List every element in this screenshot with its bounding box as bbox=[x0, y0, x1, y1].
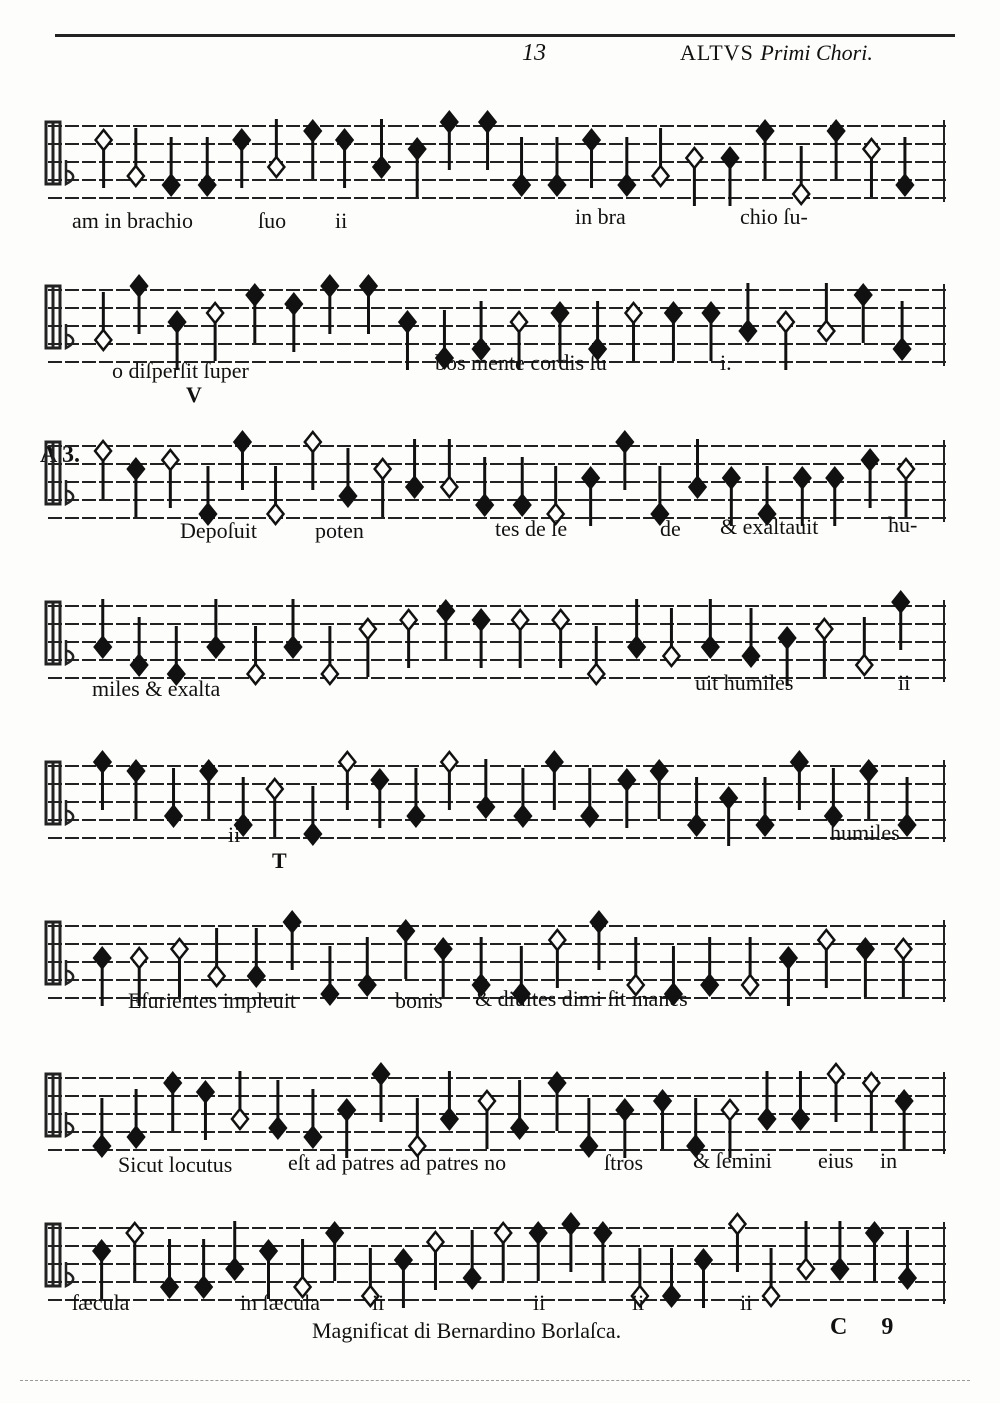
note-head bbox=[327, 1223, 343, 1243]
lyric: ii bbox=[632, 1290, 645, 1315]
lyric: ſuo bbox=[258, 208, 287, 233]
flat-sign bbox=[66, 324, 73, 348]
flat-sign bbox=[66, 480, 73, 504]
note-head bbox=[305, 121, 321, 141]
note-head bbox=[95, 637, 111, 657]
note-head bbox=[473, 610, 489, 630]
note-head bbox=[441, 477, 457, 497]
note-head bbox=[268, 504, 284, 524]
note-head bbox=[863, 139, 879, 159]
note-head bbox=[209, 966, 225, 986]
note-head bbox=[162, 1277, 178, 1297]
lyric: ii bbox=[372, 1290, 385, 1315]
note-head bbox=[757, 815, 773, 835]
lyric: ii bbox=[533, 1290, 546, 1315]
note-head bbox=[131, 276, 147, 296]
note-head bbox=[197, 1082, 213, 1102]
note-head bbox=[408, 806, 424, 826]
note-head bbox=[96, 130, 112, 150]
note-head bbox=[514, 495, 530, 515]
note-head bbox=[818, 321, 834, 341]
note-head bbox=[742, 975, 758, 995]
note-head bbox=[479, 1091, 495, 1111]
note-head bbox=[409, 139, 425, 159]
note-head bbox=[207, 303, 223, 323]
lyric: ſtros bbox=[604, 1150, 644, 1175]
note-head bbox=[337, 130, 353, 150]
flat-sign bbox=[66, 1262, 73, 1286]
note-head bbox=[794, 468, 810, 488]
note-head bbox=[169, 312, 185, 332]
note-head bbox=[322, 276, 338, 296]
note-head bbox=[899, 815, 915, 835]
note-head bbox=[626, 303, 642, 323]
lyric: ſæcula bbox=[72, 1290, 130, 1315]
note-head bbox=[512, 1118, 528, 1138]
lyric: eſt ad patres ad patres no bbox=[288, 1150, 507, 1175]
note-head bbox=[322, 664, 338, 684]
note-head bbox=[199, 175, 215, 195]
note-head bbox=[511, 312, 527, 332]
lyric: de bbox=[660, 516, 681, 541]
note-head bbox=[495, 1223, 511, 1243]
note-head bbox=[373, 157, 389, 177]
note-head bbox=[360, 276, 376, 296]
lyric: ii bbox=[228, 822, 241, 847]
note-head bbox=[690, 477, 706, 497]
note-head bbox=[763, 1286, 779, 1306]
note-head bbox=[339, 1100, 355, 1120]
voice-name: ALTVS bbox=[680, 40, 754, 65]
lyric: & exaltauit bbox=[720, 514, 819, 539]
note-head bbox=[663, 646, 679, 666]
lyric: & diuites dimi ſit inanes bbox=[475, 986, 688, 1011]
note-head bbox=[664, 1286, 680, 1306]
note-head bbox=[588, 664, 604, 684]
footer-title: Magnificat di Bernardino Borlaſca. bbox=[312, 1318, 622, 1343]
note-head bbox=[305, 824, 321, 844]
note-head bbox=[248, 664, 264, 684]
page-number: 13 bbox=[522, 40, 546, 66]
note-head bbox=[375, 459, 391, 479]
lyric: tes de ſe bbox=[495, 516, 568, 541]
note-head bbox=[792, 1109, 808, 1129]
note-head bbox=[248, 966, 264, 986]
note-head bbox=[549, 1073, 565, 1093]
note-head bbox=[441, 752, 457, 772]
note-head bbox=[722, 1100, 738, 1120]
note-head bbox=[227, 1259, 243, 1279]
lyric: uit humiles bbox=[695, 670, 794, 695]
choir-name: Primi Chori. bbox=[760, 40, 873, 65]
note-head bbox=[441, 1109, 457, 1129]
lyric: Depoſuit bbox=[180, 518, 257, 543]
note-head bbox=[723, 468, 739, 488]
note-head bbox=[818, 930, 834, 950]
lyric: poten bbox=[315, 518, 364, 543]
note-head bbox=[778, 312, 794, 332]
note-head bbox=[360, 619, 376, 639]
note-head bbox=[514, 175, 530, 195]
section-label: A 3. bbox=[40, 442, 81, 468]
note-head bbox=[196, 1277, 212, 1297]
lyric: & ſemini bbox=[693, 1148, 772, 1173]
flat-sign bbox=[66, 640, 73, 664]
note-head bbox=[591, 912, 607, 932]
note-head bbox=[94, 1241, 110, 1261]
note-head bbox=[629, 637, 645, 657]
flat-sign bbox=[66, 160, 73, 184]
note-head bbox=[127, 1223, 143, 1243]
note-head bbox=[863, 1073, 879, 1093]
note-head bbox=[401, 610, 417, 630]
note-head bbox=[546, 752, 562, 772]
staff-1 bbox=[0, 98, 1000, 218]
note-head bbox=[897, 175, 913, 195]
note-head bbox=[131, 948, 147, 968]
note-head bbox=[617, 432, 633, 452]
voice-mark-v: V bbox=[186, 382, 202, 407]
note-head bbox=[595, 1223, 611, 1243]
note-head bbox=[131, 655, 147, 675]
note-head bbox=[828, 121, 844, 141]
note-head bbox=[582, 806, 598, 826]
note-head bbox=[827, 468, 843, 488]
note-head bbox=[305, 1127, 321, 1147]
note-head bbox=[94, 1136, 110, 1156]
note-head bbox=[407, 477, 423, 497]
note-head bbox=[477, 495, 493, 515]
note-head bbox=[780, 948, 796, 968]
note-head bbox=[260, 1241, 276, 1261]
note-head bbox=[581, 1136, 597, 1156]
lyric: bos mente cordis ſu bbox=[435, 350, 607, 375]
lyric: o diſperſit ſuper bbox=[112, 358, 249, 383]
note-head bbox=[464, 1268, 480, 1288]
note-head bbox=[898, 459, 914, 479]
note-head bbox=[162, 450, 178, 470]
note-head bbox=[398, 921, 414, 941]
note-head bbox=[163, 175, 179, 195]
top-rule bbox=[55, 34, 955, 37]
note-head bbox=[270, 1118, 286, 1138]
lyric: ii bbox=[335, 208, 348, 233]
lyric: Sicut locutus bbox=[118, 1152, 233, 1177]
lyric: bonis bbox=[395, 988, 443, 1013]
note-head bbox=[757, 121, 773, 141]
note-head bbox=[893, 592, 909, 612]
note-head bbox=[480, 112, 496, 132]
note-head bbox=[478, 797, 494, 817]
lyric: Eſurientes impleuit bbox=[128, 988, 297, 1013]
note-head bbox=[530, 1223, 546, 1243]
note-head bbox=[512, 610, 528, 630]
note-head bbox=[515, 806, 531, 826]
lyric: in bra bbox=[575, 204, 626, 229]
note-head bbox=[165, 1073, 181, 1093]
note-head bbox=[702, 975, 718, 995]
note-head bbox=[234, 130, 250, 150]
note-head bbox=[372, 770, 388, 790]
note-head bbox=[395, 1250, 411, 1270]
note-head bbox=[791, 752, 807, 772]
note-head bbox=[284, 912, 300, 932]
lyric: humiles bbox=[830, 820, 900, 845]
note-head bbox=[128, 166, 144, 186]
note-head bbox=[268, 157, 284, 177]
note-head bbox=[857, 939, 873, 959]
note-head bbox=[856, 655, 872, 675]
note-head bbox=[689, 815, 705, 835]
lyric: chio ſu- bbox=[740, 204, 808, 229]
lyric: in bbox=[880, 1148, 898, 1173]
lyric: in ſæcula bbox=[240, 1290, 321, 1315]
note-head bbox=[861, 761, 877, 781]
note-head bbox=[166, 806, 182, 826]
note-head bbox=[234, 432, 250, 452]
note-head bbox=[359, 975, 375, 995]
note-head bbox=[232, 1109, 248, 1129]
flat-sign bbox=[66, 800, 73, 824]
note-head bbox=[721, 788, 737, 808]
note-head bbox=[208, 637, 224, 657]
note-head bbox=[855, 285, 871, 305]
note-head bbox=[435, 939, 451, 959]
note-head bbox=[399, 312, 415, 332]
note-head bbox=[339, 752, 355, 772]
note-head bbox=[305, 432, 321, 452]
note-head bbox=[441, 112, 457, 132]
voice-mark-t: T bbox=[272, 848, 287, 873]
note-head bbox=[793, 184, 809, 204]
staff-8 bbox=[0, 1200, 1000, 1320]
note-head bbox=[862, 450, 878, 470]
lyric: i. bbox=[720, 350, 732, 375]
note-head bbox=[584, 130, 600, 150]
note-head bbox=[895, 939, 911, 959]
note-head bbox=[95, 330, 111, 350]
note-head bbox=[798, 1259, 814, 1279]
lyric: ii bbox=[898, 670, 911, 695]
note-head bbox=[95, 441, 111, 461]
note-head bbox=[702, 637, 718, 657]
note-head bbox=[171, 939, 187, 959]
lyric: miles & exalta bbox=[92, 676, 221, 701]
flat-sign bbox=[66, 1112, 73, 1136]
bottom-rule bbox=[20, 1380, 970, 1382]
note-head bbox=[552, 303, 568, 323]
lyric: am in brachio bbox=[72, 208, 193, 233]
note-head bbox=[549, 930, 565, 950]
lyric: hu- bbox=[888, 512, 918, 537]
note-head bbox=[619, 175, 635, 195]
note-head bbox=[896, 1091, 912, 1111]
note-head bbox=[427, 1232, 443, 1252]
note-head bbox=[438, 601, 454, 621]
lyric: ii bbox=[740, 1290, 753, 1315]
note-head bbox=[128, 1127, 144, 1147]
note-head bbox=[653, 166, 669, 186]
note-head bbox=[722, 148, 738, 168]
note-head bbox=[128, 459, 144, 479]
note-head bbox=[553, 610, 569, 630]
note-head bbox=[549, 175, 565, 195]
note-head bbox=[373, 1064, 389, 1084]
note-head bbox=[816, 619, 832, 639]
note-head bbox=[286, 294, 302, 314]
note-head bbox=[285, 637, 301, 657]
note-head bbox=[779, 628, 795, 648]
note-head bbox=[686, 148, 702, 168]
note-head bbox=[832, 1259, 848, 1279]
note-head bbox=[759, 1109, 775, 1129]
lyric: eius bbox=[818, 1148, 854, 1173]
note-head bbox=[894, 339, 910, 359]
note-head bbox=[322, 984, 338, 1004]
note-head bbox=[94, 948, 110, 968]
note-head bbox=[729, 1214, 745, 1234]
voice-header bbox=[680, 40, 873, 66]
note-head bbox=[899, 1268, 915, 1288]
note-head bbox=[340, 486, 356, 506]
note-head bbox=[695, 1250, 711, 1270]
note-head bbox=[655, 1091, 671, 1111]
note-head bbox=[563, 1214, 579, 1234]
note-head bbox=[247, 285, 263, 305]
note-head bbox=[583, 468, 599, 488]
note-head bbox=[665, 303, 681, 323]
note-head bbox=[94, 752, 110, 772]
note-head bbox=[617, 1100, 633, 1120]
note-head bbox=[201, 761, 217, 781]
flat-sign bbox=[66, 960, 73, 984]
note-head bbox=[703, 303, 719, 323]
note-head bbox=[651, 761, 667, 781]
note-head bbox=[828, 1064, 844, 1084]
note-head bbox=[267, 779, 283, 799]
note-head bbox=[128, 761, 144, 781]
note-head bbox=[619, 770, 635, 790]
note-head bbox=[740, 321, 756, 341]
note-head bbox=[867, 1223, 883, 1243]
note-head bbox=[743, 646, 759, 666]
signature-mark: C 9 bbox=[830, 1314, 908, 1340]
